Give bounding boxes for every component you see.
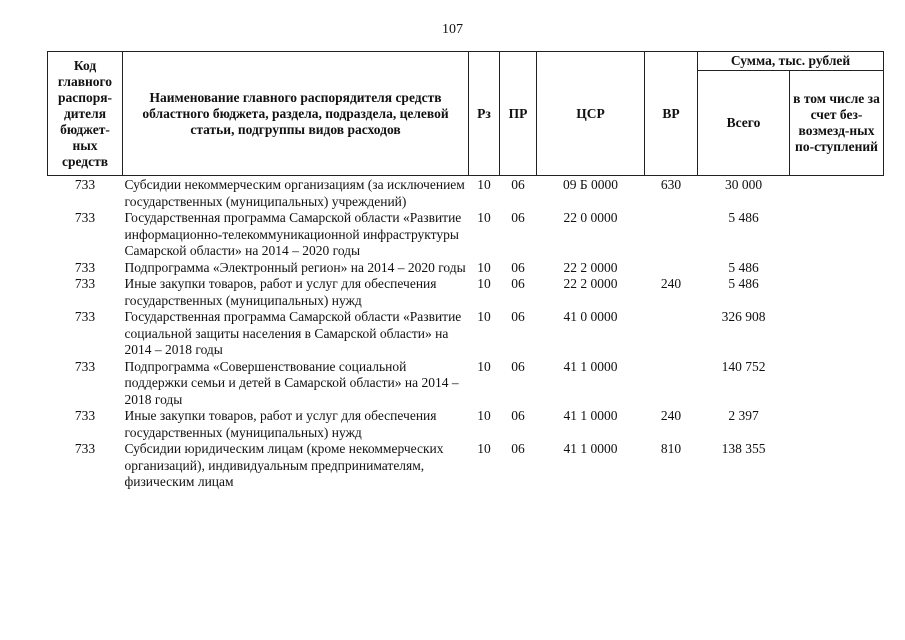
cell-csr: 41 1 0000 — [563, 441, 618, 456]
cell-total: 2 397 — [728, 408, 759, 423]
cell-incl — [790, 441, 884, 491]
cell-code: 733 — [74, 210, 96, 225]
cell-incl — [790, 408, 884, 441]
cell-vr: 810 — [660, 441, 682, 456]
header-incl: в том числе за счет без-возмезд-ных по-ступлений — [790, 71, 884, 176]
cell-pr: 06 — [511, 259, 525, 275]
cell-code: 733 — [74, 259, 96, 275]
cell-total: 140 752 — [721, 358, 766, 374]
cell-pr: 06 — [511, 408, 525, 423]
cell-csr: 41 1 0000 — [563, 358, 618, 374]
cell-code: 733 — [74, 309, 96, 324]
cell-pr: 06 — [511, 441, 525, 456]
cell-rz: 10 — [477, 276, 491, 291]
cell-pr: 06 — [511, 309, 525, 324]
cell-incl — [790, 276, 884, 309]
cell-pr: 06 — [511, 358, 525, 374]
cell-rz: 10 — [477, 408, 491, 423]
cell-csr: 22 2 0000 — [563, 259, 618, 275]
cell-total: 5 486 — [728, 276, 759, 291]
header-pr: ПР — [500, 52, 537, 176]
cell-rz: 10 — [477, 177, 491, 192]
cell-total: 30 000 — [724, 177, 763, 192]
cell-total: 5 486 — [728, 259, 759, 275]
cell-vr — [645, 260, 698, 277]
header-name: Наименование главного распорядителя средств областного бюджета, раздела, подраздела, целевой статьи, подгруппы видов расходов — [123, 52, 469, 176]
cell-vr — [645, 359, 698, 409]
cell-incl — [790, 359, 884, 409]
table-row — [48, 441, 884, 491]
cell-pr: 06 — [511, 210, 525, 225]
cell-csr: 41 1 0000 — [563, 408, 618, 423]
cell-incl — [790, 260, 884, 277]
cell-name: Субсидии некоммерческим организациям (за исключением государственных (муниципальных) учреждений) — [124, 177, 465, 209]
table-row — [48, 210, 884, 260]
cell-total: 138 355 — [721, 441, 766, 456]
cell-rz: 10 — [477, 358, 491, 374]
table-row — [48, 359, 884, 409]
table-row — [48, 309, 884, 359]
cell-vr — [645, 210, 698, 260]
header-csr: ЦСР — [537, 52, 645, 176]
cell-code: 733 — [74, 358, 96, 374]
header-vr: ВР — [645, 52, 698, 176]
header-code: Код главного распоря-дителя бюджет-ных средств — [48, 52, 123, 176]
cell-name: Иные закупки товаров, работ и услуг для обеспечения государственных (муниципальных) нужд — [124, 408, 437, 440]
cell-csr: 22 0 0000 — [563, 210, 618, 225]
table-row — [48, 408, 884, 441]
cell-rz: 10 — [477, 309, 491, 324]
cell-rz: 10 — [477, 259, 491, 275]
cell-vr: 630 — [660, 177, 682, 192]
cell-name: Подпрограмма «Электронный регион» на 2014 – 2020 годы — [124, 259, 466, 275]
header-rz: Рз — [469, 52, 500, 176]
cell-csr: 09 Б 0000 — [562, 177, 618, 192]
cell-rz: 10 — [477, 210, 491, 225]
cell-incl — [790, 309, 884, 359]
cell-total: 326 908 — [721, 309, 766, 324]
cell-vr — [645, 309, 698, 359]
cell-name: Государственная программа Самарской области «Развитие информационно-телекоммуникационной инфраструктуры Самарской области» на 2014 – 2020 годы — [124, 210, 462, 258]
cell-name: Субсидии юридическим лицам (кроме некоммерческих организаций), индивидуальным предпринимателям, физическим лицам — [124, 441, 444, 489]
header-total: Всего — [698, 71, 790, 176]
cell-total: 5 486 — [728, 210, 759, 225]
header-sum-group: Сумма, тыс. рублей — [698, 52, 884, 71]
cell-name: Иные закупки товаров, работ и услуг для обеспечения государственных (муниципальных) нужд — [124, 276, 437, 308]
cell-pr: 06 — [511, 177, 525, 192]
page-number: 107 — [442, 22, 463, 37]
cell-code: 733 — [74, 408, 96, 423]
cell-vr: 240 — [660, 408, 682, 423]
cell-csr: 41 0 0000 — [563, 309, 618, 324]
cell-vr: 240 — [660, 276, 682, 291]
table-row — [48, 260, 884, 277]
table-row — [48, 276, 884, 309]
cell-rz: 10 — [477, 441, 491, 456]
budget-table — [47, 51, 884, 491]
cell-incl — [790, 176, 884, 211]
cell-pr: 06 — [511, 276, 525, 291]
cell-name: Государственная программа Самарской области «Развитие социальной защиты населения в Самарской области» на 2014 – 2018 годы — [124, 309, 462, 357]
cell-csr: 22 2 0000 — [563, 276, 618, 291]
cell-code: 733 — [74, 441, 96, 456]
cell-name: Подпрограмма «Совершенствование социальной поддержки семьи и детей в Самарской области» на 2014 – 2018 годы — [124, 358, 459, 407]
cell-code: 733 — [74, 276, 96, 291]
table-row — [48, 176, 884, 211]
cell-code: 733 — [74, 177, 96, 192]
cell-incl — [790, 210, 884, 260]
